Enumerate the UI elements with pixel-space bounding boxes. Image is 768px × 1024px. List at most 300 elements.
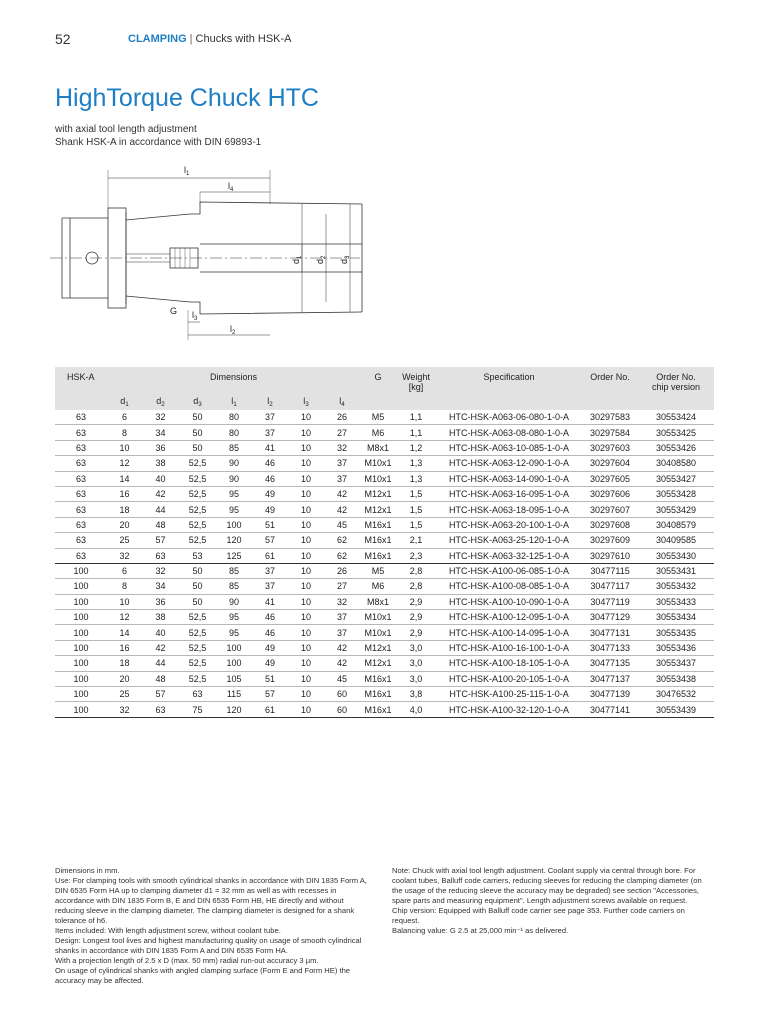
table-row bbox=[55, 702, 714, 717]
table-cell: 30409585 bbox=[638, 533, 714, 548]
table-cell: 52,5 bbox=[179, 625, 216, 640]
table-cell: 63 bbox=[55, 548, 107, 563]
table-cell: 30297603 bbox=[582, 440, 638, 455]
table-cell: 115 bbox=[216, 687, 252, 702]
table-cell: 30553436 bbox=[638, 640, 714, 655]
table-cell: 1,5 bbox=[396, 517, 436, 532]
table-cell: 10 bbox=[288, 671, 324, 686]
table-cell: 48 bbox=[142, 517, 179, 532]
table-cell: HTC-HSK-A063-06-080-1-0-A bbox=[436, 410, 582, 425]
table-row bbox=[55, 610, 714, 625]
table-cell: M16x1 bbox=[360, 671, 396, 686]
table-cell: 52,5 bbox=[179, 640, 216, 655]
table-cell: 48 bbox=[142, 671, 179, 686]
table-cell: M6 bbox=[360, 425, 396, 440]
table-cell: 90 bbox=[216, 594, 252, 609]
table-cell: 95 bbox=[216, 486, 252, 501]
table-cell: 40 bbox=[142, 471, 179, 486]
table-row bbox=[55, 656, 714, 671]
table-cell: 30477131 bbox=[582, 625, 638, 640]
table-cell: 30477119 bbox=[582, 594, 638, 609]
table-cell: 125 bbox=[216, 548, 252, 563]
table-cell: 10 bbox=[288, 440, 324, 455]
header-g: G bbox=[360, 367, 396, 410]
table-cell: 10 bbox=[288, 594, 324, 609]
table-cell: 30477137 bbox=[582, 671, 638, 686]
table-cell: 30297608 bbox=[582, 517, 638, 532]
table-cell: 8 bbox=[107, 425, 142, 440]
table-row bbox=[55, 594, 714, 609]
table-cell: 63 bbox=[55, 456, 107, 471]
header-dimensions: Dimensions bbox=[107, 367, 360, 391]
dimensions-table bbox=[55, 367, 714, 718]
table-cell: 4,0 bbox=[396, 702, 436, 717]
table-cell: 49 bbox=[252, 656, 288, 671]
table-cell: 10 bbox=[288, 610, 324, 625]
table-cell: 10 bbox=[107, 594, 142, 609]
table-cell: 53 bbox=[179, 548, 216, 563]
table-cell: HTC-HSK-A100-25-115-1-0-A bbox=[436, 687, 582, 702]
table-cell: 49 bbox=[252, 640, 288, 655]
table-cell: 120 bbox=[216, 702, 252, 717]
table-cell: 2,9 bbox=[396, 594, 436, 609]
header-dim-l4: $l_4$ bbox=[324, 391, 360, 410]
table-cell: 42 bbox=[324, 502, 360, 517]
table-cell: M12x1 bbox=[360, 502, 396, 517]
table-cell: 52,5 bbox=[179, 502, 216, 517]
subtitle-line: with axial tool length adjustment bbox=[55, 124, 197, 135]
table-cell: M12x1 bbox=[360, 486, 396, 501]
table-cell: M5 bbox=[360, 410, 396, 425]
table-cell: 85 bbox=[216, 440, 252, 455]
table-cell: 30553439 bbox=[638, 702, 714, 717]
table-cell: 100 bbox=[216, 640, 252, 655]
note-paragraph: Balancing value: G 2.5 at 25,000 min⁻¹ as delivered. bbox=[392, 926, 569, 935]
table-cell: 60 bbox=[324, 687, 360, 702]
table-cell: HTC-HSK-A100-12-095-1-0-A bbox=[436, 610, 582, 625]
table-cell: HTC-HSK-A063-12-090-1-0-A bbox=[436, 456, 582, 471]
table-cell: M10x1 bbox=[360, 610, 396, 625]
table-cell: 42 bbox=[324, 486, 360, 501]
page-title: HighTorque Chuck HTC bbox=[55, 84, 319, 112]
table-cell: 16 bbox=[107, 640, 142, 655]
table-cell: 3,0 bbox=[396, 671, 436, 686]
table-cell: 57 bbox=[142, 533, 179, 548]
table-cell: 30476532 bbox=[638, 687, 714, 702]
table-cell: 51 bbox=[252, 517, 288, 532]
table-cell: 61 bbox=[252, 702, 288, 717]
table-cell: 100 bbox=[55, 625, 107, 640]
table-cell: 37 bbox=[252, 410, 288, 425]
table-cell: HTC-HSK-A063-08-080-1-0-A bbox=[436, 425, 582, 440]
table-cell: 30297584 bbox=[582, 425, 638, 440]
table-cell: 30477135 bbox=[582, 656, 638, 671]
subsection-name: Chucks with HSK-A bbox=[195, 33, 292, 45]
table-cell: HTC-HSK-A100-32-120-1-0-A bbox=[436, 702, 582, 717]
header-dim-d2: $d_2$ bbox=[142, 391, 179, 410]
table-cell: 85 bbox=[216, 579, 252, 594]
table-cell: 46 bbox=[252, 610, 288, 625]
table-cell: 1,1 bbox=[396, 425, 436, 440]
table-cell: 1,5 bbox=[396, 486, 436, 501]
table-cell: 60 bbox=[324, 702, 360, 717]
notes-left bbox=[55, 866, 373, 986]
table-cell: 10 bbox=[288, 625, 324, 640]
table-row bbox=[55, 486, 714, 501]
table-row bbox=[55, 502, 714, 517]
table-row bbox=[55, 687, 714, 702]
table-cell: 30477115 bbox=[582, 563, 638, 578]
table-cell: 100 bbox=[55, 702, 107, 717]
table-cell: 10 bbox=[107, 440, 142, 455]
table-cell: 52,5 bbox=[179, 671, 216, 686]
header-dim-l3: $l_3$ bbox=[288, 391, 324, 410]
dim-label-g: G bbox=[170, 306, 178, 316]
table-cell: 52,5 bbox=[179, 456, 216, 471]
table-cell: 2,9 bbox=[396, 610, 436, 625]
table-cell: 36 bbox=[142, 440, 179, 455]
table-cell: 61 bbox=[252, 548, 288, 563]
table-cell: 45 bbox=[324, 517, 360, 532]
table-cell: 2,1 bbox=[396, 533, 436, 548]
table-cell: 62 bbox=[324, 548, 360, 563]
header-dim-l1: $l_1$ bbox=[216, 391, 252, 410]
table-cell: HTC-HSK-A063-25-120-1-0-A bbox=[436, 533, 582, 548]
table-cell: 37 bbox=[252, 579, 288, 594]
table-cell: 50 bbox=[179, 425, 216, 440]
table-cell: 37 bbox=[252, 425, 288, 440]
table-cell: 100 bbox=[55, 687, 107, 702]
table-cell: 30297607 bbox=[582, 502, 638, 517]
table-cell: 30297605 bbox=[582, 471, 638, 486]
table-cell: 49 bbox=[252, 486, 288, 501]
table-cell: 16 bbox=[107, 486, 142, 501]
table-cell: M12x1 bbox=[360, 640, 396, 655]
note-paragraph: Items included: With length adjustment screw, without coolant tube. bbox=[55, 926, 281, 935]
table-cell: 46 bbox=[252, 456, 288, 471]
header-order-no: Order No. bbox=[582, 367, 638, 410]
header-hsk: HSK-A bbox=[55, 367, 107, 410]
table-cell: 30477139 bbox=[582, 687, 638, 702]
table-cell: 50 bbox=[179, 579, 216, 594]
table-cell: 42 bbox=[324, 656, 360, 671]
table-cell: 80 bbox=[216, 425, 252, 440]
table-cell: HTC-HSK-A100-16-100-1-0-A bbox=[436, 640, 582, 655]
table-cell: 105 bbox=[216, 671, 252, 686]
table-cell: 32 bbox=[107, 702, 142, 717]
header-weight: Weight [kg] bbox=[396, 367, 436, 410]
table-cell: 25 bbox=[107, 687, 142, 702]
table-cell: 50 bbox=[179, 563, 216, 578]
table-cell: 38 bbox=[142, 610, 179, 625]
table-cell: 18 bbox=[107, 656, 142, 671]
table-cell: 10 bbox=[288, 471, 324, 486]
table-cell: 57 bbox=[252, 687, 288, 702]
table-cell: 30297604 bbox=[582, 456, 638, 471]
table-cell: HTC-HSK-A100-18-105-1-0-A bbox=[436, 656, 582, 671]
table-cell: HTC-HSK-A063-16-095-1-0-A bbox=[436, 486, 582, 501]
table-cell: 30553437 bbox=[638, 656, 714, 671]
table-cell: 14 bbox=[107, 625, 142, 640]
note-paragraph: Chip version: Equipped with Balluff code carrier see page 353. Further code carriers on request. bbox=[392, 906, 685, 925]
table-cell: 30477133 bbox=[582, 640, 638, 655]
table-cell: 120 bbox=[216, 533, 252, 548]
table-row bbox=[55, 579, 714, 594]
table-row bbox=[55, 517, 714, 532]
note-paragraph: Dimensions in mm. bbox=[55, 866, 120, 875]
table-cell: M16x1 bbox=[360, 517, 396, 532]
table-cell: 30553431 bbox=[638, 563, 714, 578]
table-cell: 30553428 bbox=[638, 486, 714, 501]
table-cell: 44 bbox=[142, 502, 179, 517]
table-cell: 37 bbox=[324, 471, 360, 486]
table-cell: M12x1 bbox=[360, 656, 396, 671]
table-cell: HTC-HSK-A100-06-085-1-0-A bbox=[436, 563, 582, 578]
table-cell: 32 bbox=[142, 410, 179, 425]
table-cell: 27 bbox=[324, 579, 360, 594]
table-cell: 80 bbox=[216, 410, 252, 425]
table-row bbox=[55, 425, 714, 440]
table-cell: 63 bbox=[55, 471, 107, 486]
table-cell: 63 bbox=[179, 687, 216, 702]
table-cell: 10 bbox=[288, 425, 324, 440]
table-cell: HTC-HSK-A063-20-100-1-0-A bbox=[436, 517, 582, 532]
table-cell: 50 bbox=[179, 594, 216, 609]
dim-label-l4: $l_4$ bbox=[228, 181, 234, 193]
table-cell: HTC-HSK-A100-20-105-1-0-A bbox=[436, 671, 582, 686]
table-cell: 30553427 bbox=[638, 471, 714, 486]
note-paragraph: Use: For clamping tools with smooth cylindrical shanks in accordance with DIN 1835 Form A, DIN 6535 Form HA up to clamping diameter d1 = 32 mm as well as with recesses in accordance with DIN 1835 Form B, E and DIN 6535 Form HB, HE directly and without reducing sleeve in the clamping diameter. The clamping diameter is designed for a shank tolerance of h6. bbox=[55, 876, 367, 925]
table-cell: 2,8 bbox=[396, 579, 436, 594]
table-row bbox=[55, 640, 714, 655]
table-cell: 10 bbox=[288, 502, 324, 517]
table-cell: 14 bbox=[107, 471, 142, 486]
table-row bbox=[55, 471, 714, 486]
table-cell: 52,5 bbox=[179, 517, 216, 532]
table-cell: 63 bbox=[142, 702, 179, 717]
table-cell: 10 bbox=[288, 456, 324, 471]
table-cell: 18 bbox=[107, 502, 142, 517]
table-cell: 30408580 bbox=[638, 456, 714, 471]
table-cell: 63 bbox=[55, 410, 107, 425]
dim-label-d3: $d_3$ bbox=[339, 255, 351, 264]
table-cell: 30553424 bbox=[638, 410, 714, 425]
table-cell: 50 bbox=[179, 410, 216, 425]
table-cell: HTC-HSK-A100-14-095-1-0-A bbox=[436, 625, 582, 640]
table-cell: 32 bbox=[107, 548, 142, 563]
table-cell: 30553433 bbox=[638, 594, 714, 609]
table-cell: 26 bbox=[324, 410, 360, 425]
table-cell: 6 bbox=[107, 410, 142, 425]
table-cell: 12 bbox=[107, 610, 142, 625]
table-cell: 95 bbox=[216, 610, 252, 625]
dim-label-d1: $d_1$ bbox=[291, 255, 303, 264]
table-cell: M6 bbox=[360, 579, 396, 594]
table-cell: 10 bbox=[288, 579, 324, 594]
table-cell: 10 bbox=[288, 533, 324, 548]
table-cell: 37 bbox=[324, 625, 360, 640]
table-cell: 49 bbox=[252, 502, 288, 517]
table-cell: 30553426 bbox=[638, 440, 714, 455]
table-cell: 42 bbox=[142, 640, 179, 655]
table-cell: 10 bbox=[288, 486, 324, 501]
table-cell: 63 bbox=[55, 486, 107, 501]
table-row bbox=[55, 410, 714, 425]
table-cell: 27 bbox=[324, 425, 360, 440]
header-dim-d1: $d_1$ bbox=[107, 391, 142, 410]
table-cell: 2,8 bbox=[396, 563, 436, 578]
table-cell: 1,3 bbox=[396, 456, 436, 471]
table-cell: 37 bbox=[324, 456, 360, 471]
table-cell: 75 bbox=[179, 702, 216, 717]
table-cell: 3,0 bbox=[396, 640, 436, 655]
table-cell: 46 bbox=[252, 625, 288, 640]
subtitle-line: Shank HSK-A in accordance with DIN 69893-1 bbox=[55, 137, 262, 148]
table-cell: 12 bbox=[107, 456, 142, 471]
table-cell: 42 bbox=[324, 640, 360, 655]
table-cell: 37 bbox=[252, 563, 288, 578]
table-cell: 36 bbox=[142, 594, 179, 609]
table-cell: 34 bbox=[142, 579, 179, 594]
table-cell: 63 bbox=[142, 548, 179, 563]
table-cell: 95 bbox=[216, 502, 252, 517]
table-cell: 42 bbox=[142, 486, 179, 501]
table-cell: 30553429 bbox=[638, 502, 714, 517]
table-cell: 57 bbox=[142, 687, 179, 702]
table-cell: 100 bbox=[55, 563, 107, 578]
table-cell: 63 bbox=[55, 425, 107, 440]
table-cell: 30408579 bbox=[638, 517, 714, 532]
table-cell: HTC-HSK-A100-08-085-1-0-A bbox=[436, 579, 582, 594]
table-cell: 1,3 bbox=[396, 471, 436, 486]
table-cell: M16x1 bbox=[360, 702, 396, 717]
table-cell: 10 bbox=[288, 563, 324, 578]
table-cell: 46 bbox=[252, 471, 288, 486]
header-order-no-chip: Order No. chip version bbox=[638, 367, 714, 410]
table-cell: 32 bbox=[324, 594, 360, 609]
table-cell: 57 bbox=[252, 533, 288, 548]
note-paragraph: Note: Chuck with axial tool length adjustment. Coolant supply via central through bore. For coolant tubes, Balluff code carriers, reducing sleeves for reducing the clamping diameter (on the usage of the reducing sleeve the accuracy may be degraded) see section "Accessories, spare parts and measuring equipment". Length adjustment screws available on request. bbox=[392, 866, 702, 905]
table-cell: 30477141 bbox=[582, 702, 638, 717]
dim-label-d2: $d_2$ bbox=[315, 255, 327, 264]
table-cell: 100 bbox=[216, 517, 252, 532]
table-cell: 37 bbox=[324, 610, 360, 625]
table-cell: M5 bbox=[360, 563, 396, 578]
table-cell: 52,5 bbox=[179, 610, 216, 625]
table-cell: 100 bbox=[55, 640, 107, 655]
table-cell: 52,5 bbox=[179, 533, 216, 548]
table-cell: 10 bbox=[288, 548, 324, 563]
table-cell: 30553432 bbox=[638, 579, 714, 594]
table-cell: M16x1 bbox=[360, 687, 396, 702]
note-paragraph: With a projection length of 2.5 x D (max. 50 mm) radial run-out accuracy 3 µm. bbox=[55, 956, 319, 965]
table-cell: HTC-HSK-A063-32-125-1-0-A bbox=[436, 548, 582, 563]
table-cell: 34 bbox=[142, 425, 179, 440]
table-cell: 10 bbox=[288, 410, 324, 425]
dim-label-l1: $l_1$ bbox=[184, 165, 190, 177]
header-dim-d3: $d_3$ bbox=[179, 391, 216, 410]
table-cell: 10 bbox=[288, 702, 324, 717]
note-paragraph: On usage of cylindrical shanks with angled clamping surface (Form E and Form HE) the accuracy may be affected. bbox=[55, 966, 351, 985]
table-cell: 38 bbox=[142, 456, 179, 471]
table-cell: 41 bbox=[252, 594, 288, 609]
table-cell: 1,1 bbox=[396, 410, 436, 425]
table-row bbox=[55, 440, 714, 455]
table-cell: 51 bbox=[252, 671, 288, 686]
table-row bbox=[55, 548, 714, 563]
table-row bbox=[55, 533, 714, 548]
table-cell: HTC-HSK-A063-10-085-1-0-A bbox=[436, 440, 582, 455]
table-cell: 2,3 bbox=[396, 548, 436, 563]
table-body bbox=[55, 410, 714, 717]
table-cell: 100 bbox=[55, 579, 107, 594]
table-cell: M8x1 bbox=[360, 594, 396, 609]
table-cell: 10 bbox=[288, 687, 324, 702]
table-cell: 90 bbox=[216, 456, 252, 471]
table-cell: 30477129 bbox=[582, 610, 638, 625]
table-cell: 45 bbox=[324, 671, 360, 686]
table-cell: 30553425 bbox=[638, 425, 714, 440]
table-cell: 10 bbox=[288, 517, 324, 532]
table-cell: 40 bbox=[142, 625, 179, 640]
table-cell: 8 bbox=[107, 579, 142, 594]
header-specification: Specification bbox=[436, 367, 582, 410]
table-cell: 32 bbox=[142, 563, 179, 578]
table-cell: M10x1 bbox=[360, 625, 396, 640]
notes-right bbox=[392, 866, 714, 936]
table-cell: 100 bbox=[55, 610, 107, 625]
table-cell: 44 bbox=[142, 656, 179, 671]
table-cell: 63 bbox=[55, 517, 107, 532]
table-cell: 100 bbox=[55, 656, 107, 671]
table-cell: 52,5 bbox=[179, 486, 216, 501]
section-name: CLAMPING bbox=[128, 33, 187, 45]
table-cell: 30297583 bbox=[582, 410, 638, 425]
table-cell: 30477117 bbox=[582, 579, 638, 594]
table-cell: 3,8 bbox=[396, 687, 436, 702]
section-header bbox=[128, 33, 292, 45]
table-cell: M8x1 bbox=[360, 440, 396, 455]
subtitle bbox=[55, 123, 261, 149]
table-cell: HTC-HSK-A063-14-090-1-0-A bbox=[436, 471, 582, 486]
table-cell: 100 bbox=[55, 671, 107, 686]
table-cell: 30553438 bbox=[638, 671, 714, 686]
table-cell: 95 bbox=[216, 625, 252, 640]
table-cell: M16x1 bbox=[360, 533, 396, 548]
table-cell: M10x1 bbox=[360, 456, 396, 471]
table-cell: 26 bbox=[324, 563, 360, 578]
table-row bbox=[55, 563, 714, 578]
table-row bbox=[55, 671, 714, 686]
table-cell: 6 bbox=[107, 563, 142, 578]
table-cell: 100 bbox=[55, 594, 107, 609]
table-cell: 63 bbox=[55, 440, 107, 455]
table-cell: 30297609 bbox=[582, 533, 638, 548]
table-cell: 90 bbox=[216, 471, 252, 486]
table-cell: HTC-HSK-A100-10-090-1-0-A bbox=[436, 594, 582, 609]
section-separator: | bbox=[189, 33, 193, 45]
header-dim-l2: $l_2$ bbox=[252, 391, 288, 410]
table-cell: 10 bbox=[288, 640, 324, 655]
table-cell: 62 bbox=[324, 533, 360, 548]
table-cell: 1,2 bbox=[396, 440, 436, 455]
table-cell: 85 bbox=[216, 563, 252, 578]
table-cell: HTC-HSK-A063-18-095-1-0-A bbox=[436, 502, 582, 517]
table-cell: 30297610 bbox=[582, 548, 638, 563]
table-cell: 20 bbox=[107, 671, 142, 686]
dim-label-l2: $l_2$ bbox=[230, 324, 236, 336]
table-cell: 63 bbox=[55, 533, 107, 548]
